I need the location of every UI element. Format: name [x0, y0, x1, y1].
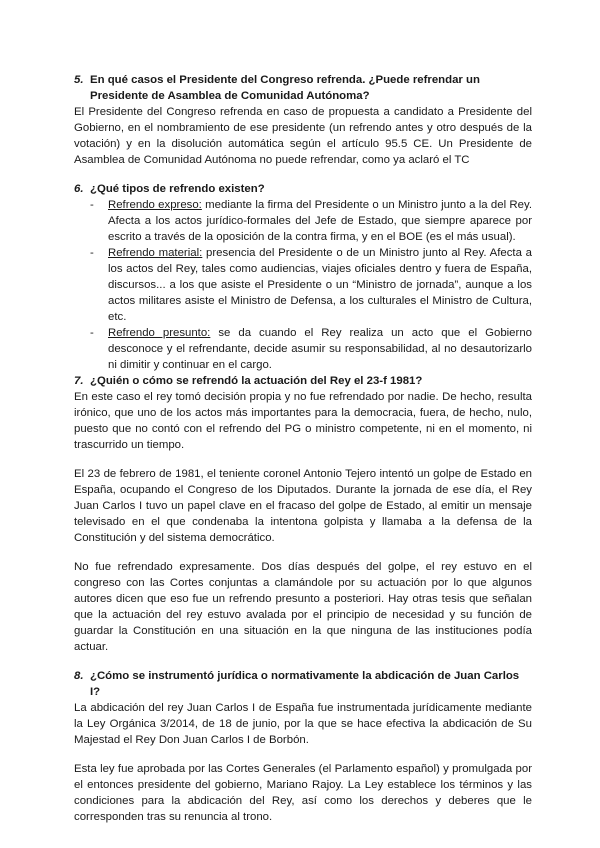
question-text: ¿Qué tipos de refrendo existen? — [90, 183, 265, 195]
term-description: presencia del Presidente o de un Ministro junto al Rey. Afecta a los actos del Rey, tales como audiencias, viajes oficiales dentro y fuera de España, discursos... a los que asiste el Presidente o un “Ministro de jornada”, aunque a los actos militares asiste el Ministro de Defensa, a los culturales el Ministro de Cultura, etc. — [108, 247, 532, 323]
term-description: se da cuando el Rey realiza un acto que el Gobierno desconoce y el refrendante, decide asumir su responsabilidad, al no desautorizarlo ni dimitir y continuar en el cargo. — [108, 327, 532, 371]
list-item — [74, 325, 532, 373]
question-number: 8. — [74, 670, 84, 682]
question-text: ¿Cómo se instrumentó jurídica o normativamente la abdicación de Juan Carlos I? — [90, 670, 520, 698]
list-item — [74, 245, 532, 325]
term-label: Refrendo expreso: — [108, 199, 202, 211]
question-heading — [74, 181, 532, 197]
refrendo-types-list — [74, 197, 532, 373]
question-heading — [74, 373, 532, 389]
term-description: mediante la firma del Presidente o un Ministro junto a la del Rey. Afecta a los actos jurídico-formales del Jefe de Estado, que siempre aparece por escrito a través de la oposición de la contra firma, y en el BOE (es el más usual). — [108, 199, 533, 243]
answer-paragraph: El Presidente del Congreso refrenda en caso de propuesta a candidato a Presidente del Gobierno, en el nombramiento de ese presidente (un refrendo antes y otro después de la votación) y en la disolución automática según el artículo 95.5 CE. Un Presidente de Asamblea de Comunidad Autónoma no puede refrendar, como ya aclaró el TC — [74, 106, 532, 166]
question-text: ¿Quién o cómo se refrendó la actuación del Rey el 23-f 1981? — [90, 375, 423, 387]
question-heading — [74, 668, 532, 700]
term-label: Refrendo material: — [108, 247, 203, 259]
question-number: 5. — [74, 74, 84, 86]
answer-paragraph: Esta ley fue aprobada por las Cortes Generales (el Parlamento español) y promulgada por el entonces presidente del gobierno, Mariano Rajoy. La Ley establece los términos y las condiciones para la abdicación del Rey, así como los derechos y deberes que le corresponden tras su renuncia al trono. — [74, 763, 532, 823]
dash-bullet: - — [90, 199, 94, 211]
answer-paragraph: El 23 de febrero de 1981, el teniente coronel Antonio Tejero intentó un golpe de Estado en España, ocupando el Congreso de los Diputados. Durante la jornada de ese día, el Rey Juan Carlos I tuvo un papel clave en el fracaso del golpe de Estado, al emitir un mensaje televisado en el que condenaba la intentona golpista y llamaba a la defensa de la Constitución y del sistema democrático. — [74, 468, 532, 544]
answer-paragraph: No fue refrendado expresamente. Dos días después del golpe, el rey estuvo en el congreso con las Cortes conjuntas a clamándole por su actuación por lo que algunos autores dicen que eso fue un refrendo presunto a posteriori. Hay otras tesis que señalan que la actuación del rey estuvo avalada por el principio de necesidad y su función de guardar la Constitución en una situación en la que ninguna de las instituciones podía actuar. — [74, 561, 532, 653]
question-text: En qué casos el Presidente del Congreso refrenda. ¿Puede refrendar un Presidente de Asamblea de Comunidad Autónoma? — [90, 74, 480, 102]
dash-bullet: - — [90, 247, 94, 259]
question-number: 7. — [74, 375, 84, 387]
answer-paragraph: La abdicación del rey Juan Carlos I de España fue instrumentada jurídicamente mediante la Ley Orgánica 3/2014, de 18 de junio, por la que se hace efectiva la abdicación de Su Majestad el Rey Don Juan Carlos I de Borbón. — [74, 702, 532, 746]
answer-paragraph: En este caso el rey tomó decisión propia y no fue refrendado por nadie. De hecho, resulta irónico, que uno de los actos más importantes para la democracia, fuera, de hecho, nulo, puesto que no contó con el refrendo del PG o ministro competente, ni en el momento, ni trascurrido un tiempo. — [74, 391, 532, 451]
term-label: Refrendo presunto: — [108, 327, 211, 339]
document-page — [74, 72, 532, 825]
list-item — [74, 197, 532, 245]
question-heading — [74, 72, 532, 104]
question-number: 6. — [74, 183, 84, 195]
dash-bullet: - — [90, 327, 94, 339]
